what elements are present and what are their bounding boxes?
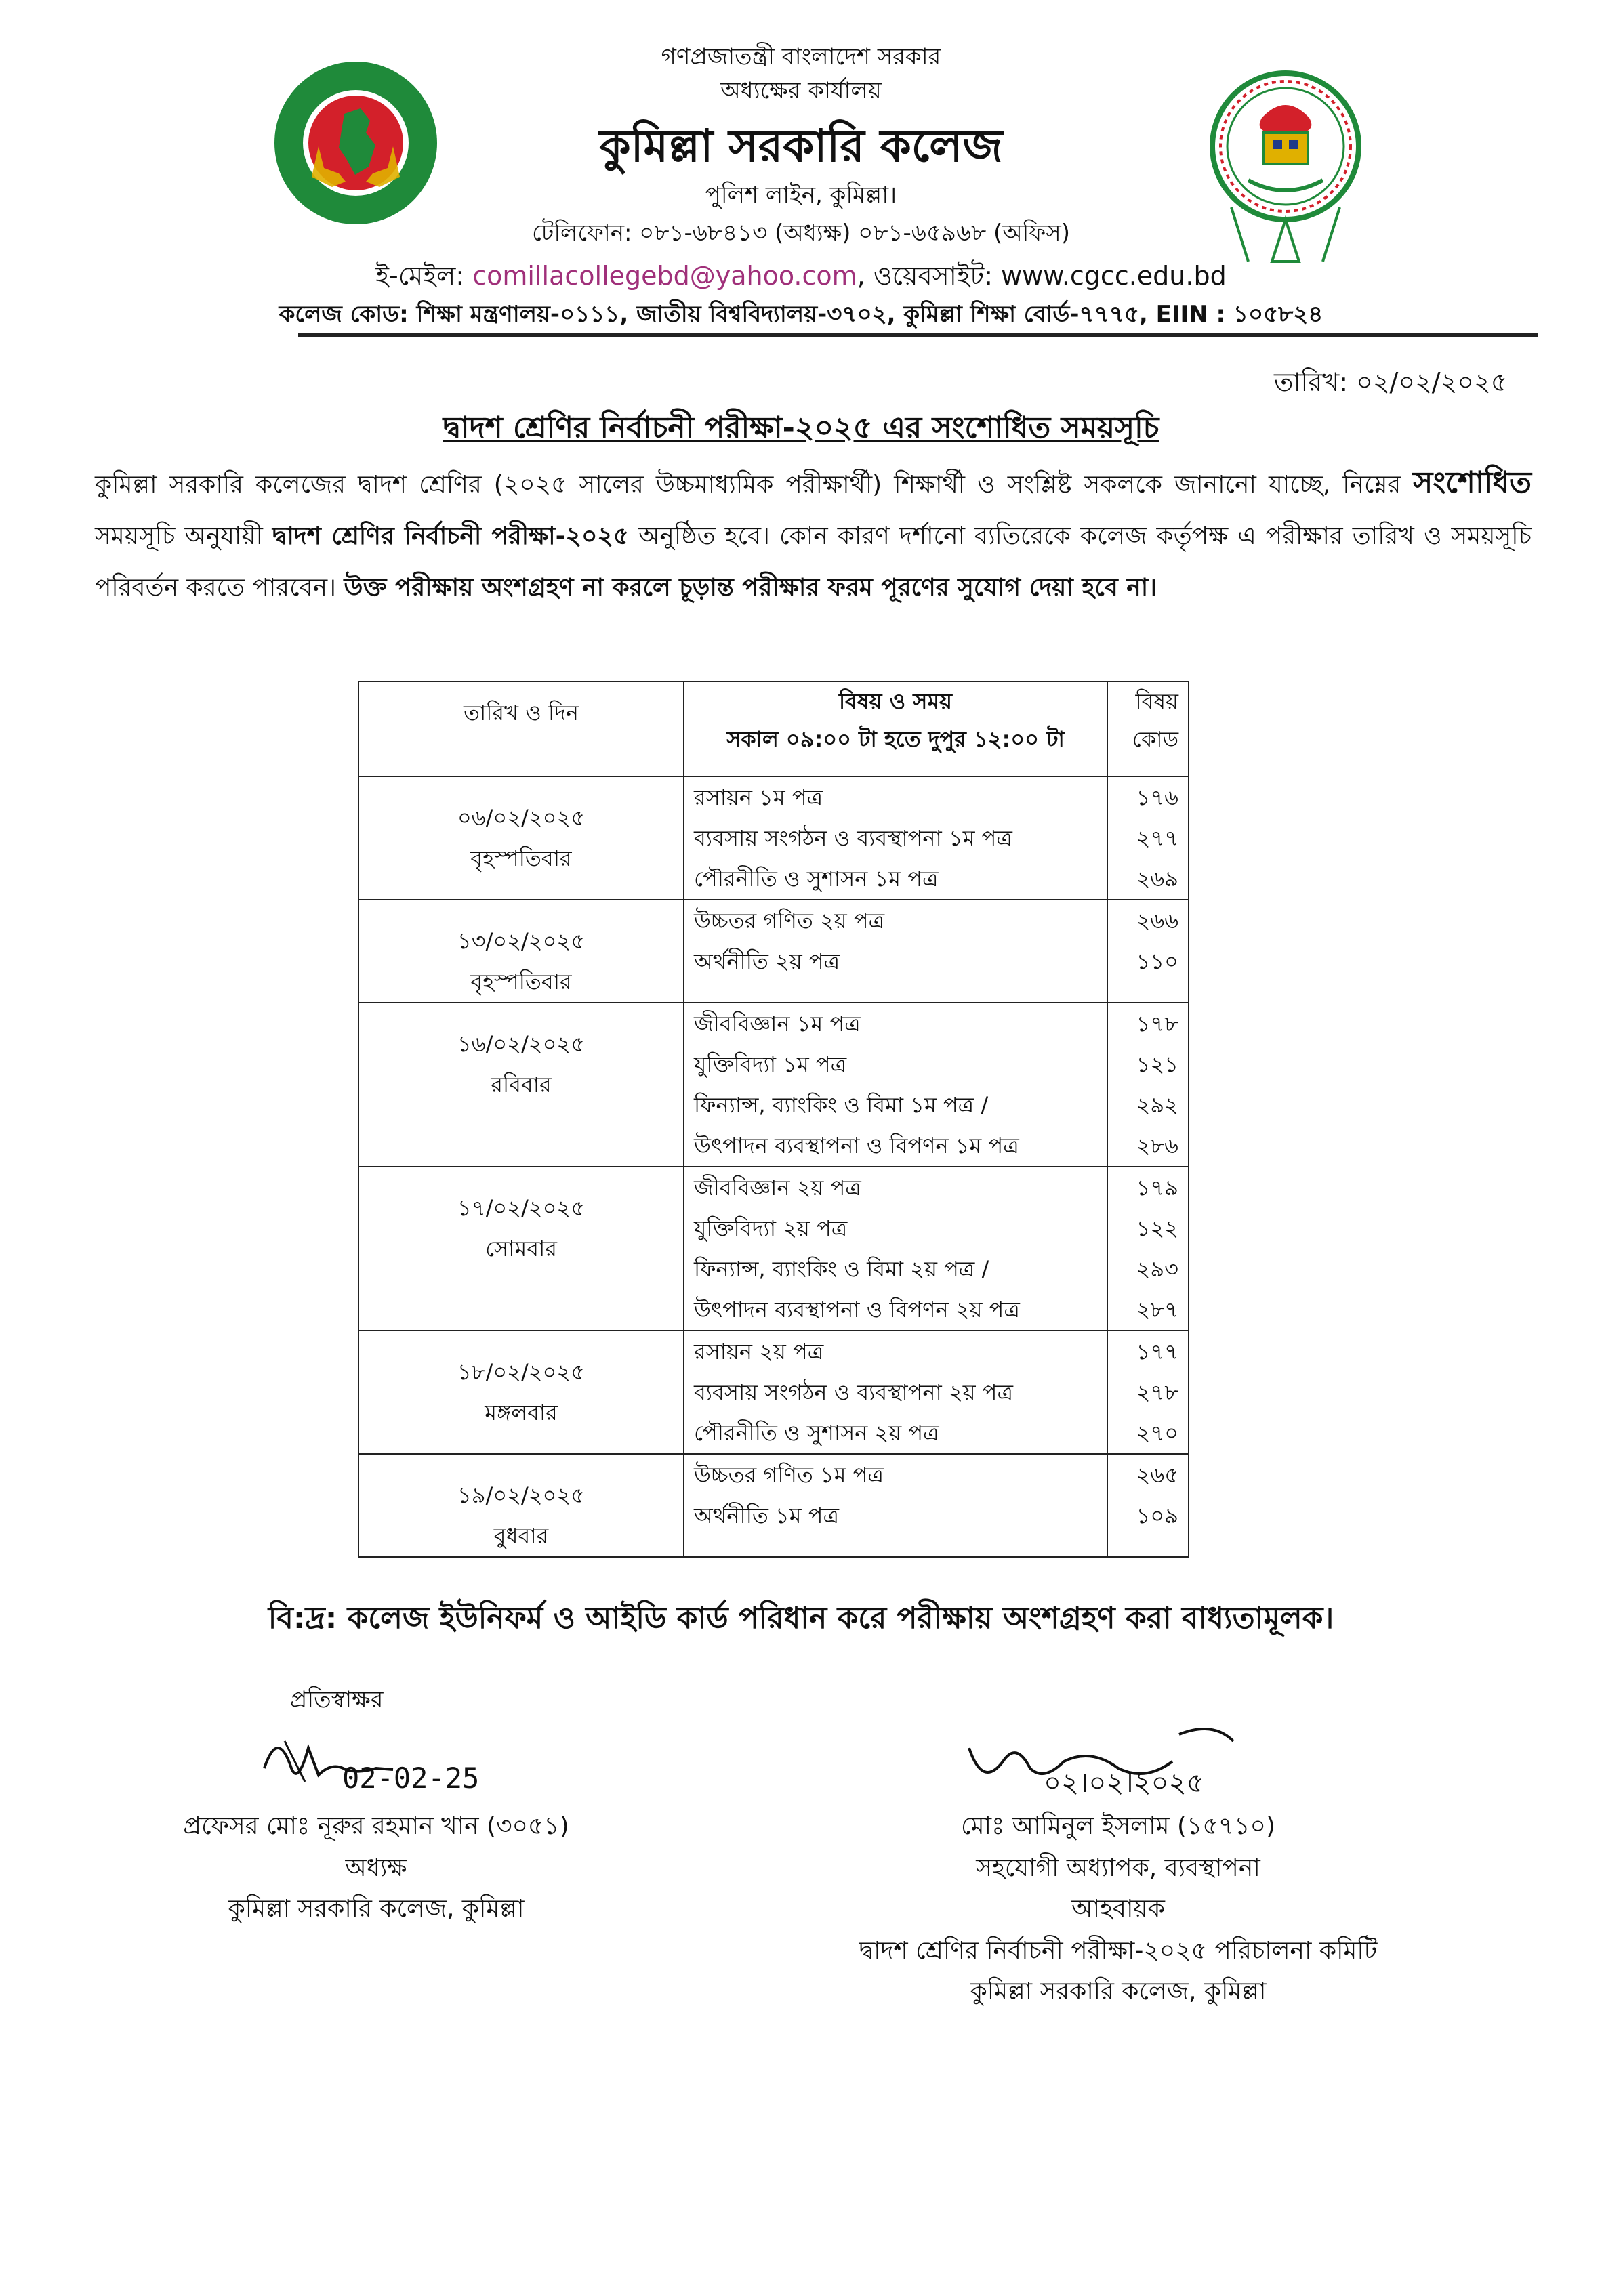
- table-row: [358, 1454, 1189, 1557]
- subject-code: ২৮৬: [1136, 1133, 1178, 1159]
- convener-sign-date: ০২।০২।২০২৫: [1044, 1768, 1204, 1799]
- subject-name: ফিন্যান্স, ব্যাংকিং ও বিমা ২য় পত্র /: [694, 1256, 989, 1282]
- subject-code: ১৭৭: [1136, 1339, 1178, 1364]
- exam-date: ১৮/০২/২০২৫: [457, 1359, 585, 1385]
- codes-cell: [1107, 1003, 1189, 1167]
- date-day-cell: [358, 1167, 684, 1331]
- exam-day: মঙ্গলবার: [485, 1400, 558, 1425]
- subject-code: ১৭৬: [1136, 785, 1178, 810]
- intro-text-1: কুমিল্লা সরকারি কলেজের দ্বাদশ শ্রেণির (২০২৫ সালের উচ্চমাধ্যমিক পরীক্ষার্থী) শিক্ষার্থী ও সংশ্লিষ্ট সকলকে জানানো যাচ্ছে, নিম্নের: [95, 471, 1414, 499]
- government-seal-logo: [271, 58, 440, 228]
- exam-day: সোমবার: [485, 1236, 557, 1261]
- notice-title: দ্বাদশ শ্রেণির নির্বাচনী পরীক্ষা-২০২৫ এর সংশোধিত সময়সূচি: [443, 411, 1159, 445]
- date-day-cell: [358, 900, 684, 1003]
- table-header-row: [358, 682, 1189, 776]
- date-day-cell: [358, 1003, 684, 1167]
- subject-name: যুক্তিবিদ্যা ১ম পত্র: [694, 1051, 847, 1077]
- subject-name: উৎপাদন ব্যবস্থাপনা ও বিপণন ১ম পত্র: [694, 1133, 1019, 1159]
- subject-code: ১৭৮: [1136, 1011, 1178, 1037]
- exam-date: ০৬/০২/২০২৫: [457, 805, 585, 831]
- exam-day: বৃহস্পতিবার: [470, 846, 572, 871]
- subjects-cell: [684, 1454, 1107, 1557]
- subject-name: ব্যবসায় সংগঠন ও ব্যবস্থাপনা ১ম পত্র: [694, 825, 1012, 851]
- exam-date: ১৩/০২/২০২৫: [457, 928, 585, 954]
- table-row: [358, 776, 1189, 900]
- subjects-cell: [684, 1003, 1107, 1167]
- intro-revised-word: সংশোধিত: [1413, 465, 1532, 500]
- table-row: [358, 1331, 1189, 1454]
- intro-warning: উক্ত পরীক্ষায় অংশগ্রহণ না করলে চূড়ান্ত পরীক্ষার ফরম পূরণের সুযোগ দেয়া হবে না।: [344, 574, 1157, 602]
- codes-cell: [1107, 1167, 1189, 1331]
- subject-name: অর্থনীতি ১ম পত্র: [694, 1503, 839, 1528]
- subject-code: ২৭০: [1136, 1420, 1178, 1446]
- intro-text-5: অনুষ্ঠিত হবে। কোন কারণ দর্শানো ব্যতিরেকে কলেজ কর্তৃপক্ষ এ পরীক্ষার তারিখ ও সময়সূচি পরিবর্তন করতে পারবেন।: [95, 522, 1532, 602]
- subject-code: ২৭৮: [1136, 1379, 1178, 1405]
- principal-name: প্রফেসর মোঃ নূরুর রহমান খান (৩০৫১): [183, 1812, 569, 1840]
- principal-institution: কুমিল্লা সরকারি কলেজ, কুমিল্লা: [228, 1895, 525, 1923]
- office-line: অধ্যক্ষের কার্যালয়: [720, 77, 882, 104]
- table-row: [358, 1167, 1189, 1331]
- footnote: বি:দ্র: কলেজ ইউনিফর্ম ও আইডি কার্ড পরিধান করে পরীক্ষায় অংশগ্রহণ করা বাধ্যতামূলক।: [268, 1601, 1334, 1635]
- government-line: গণপ্রজাতন্ত্রী বাংলাদেশ সরকার: [661, 43, 941, 70]
- subject-name: উচ্চতর গণিত ২য় পত্র: [694, 908, 885, 934]
- website-label: , ওয়েবসাইট:: [857, 261, 1002, 291]
- principal-title: অধ্যক্ষ: [345, 1854, 407, 1882]
- email-link[interactable]: comillacollegebd@yahoo.com: [472, 261, 857, 291]
- subject-name: উচ্চতর গণিত ১ম পত্র: [694, 1462, 884, 1488]
- subject-code: ২৬৬: [1136, 908, 1178, 934]
- address-line: পুলিশ লাইন, কুমিল্লা।: [705, 182, 897, 209]
- college-logo: [1208, 65, 1363, 268]
- subjects-cell: [684, 1331, 1107, 1454]
- codes-cell: [1107, 776, 1189, 900]
- subject-name: জীববিজ্ঞান ২য় পত্র: [694, 1175, 861, 1201]
- header-date-day: তারিখ ও দিন: [358, 682, 684, 776]
- subjects-cell: [684, 776, 1107, 900]
- subject-code: ২৮৭: [1136, 1297, 1178, 1322]
- exam-day: বুধবার: [493, 1523, 549, 1549]
- subject-code: ১০৯: [1136, 1503, 1178, 1528]
- principal-sign-date: 02-02-25: [342, 1761, 480, 1795]
- intro-exam-name: দ্বাদশ শ্রেণির নির্বাচনী পরীক্ষা-২০২৫: [272, 522, 630, 550]
- website-link[interactable]: www.cgcc.edu.bd: [1001, 261, 1227, 291]
- subject-code: ১২১: [1136, 1051, 1178, 1077]
- subject-code: ১২২: [1136, 1215, 1178, 1241]
- subject-name: জীববিজ্ঞান ১ম পত্র: [694, 1011, 861, 1037]
- email-label: ই-মেইল:: [375, 261, 473, 291]
- convener-name: মোঃ আমিনুল ইসলাম (১৫৭১০): [961, 1812, 1275, 1840]
- intro-text-3: সময়সূচি অনুযায়ী: [95, 522, 272, 550]
- subject-name: ব্যবসায় সংগঠন ও ব্যবস্থাপনা ২য় পত্র: [694, 1379, 1014, 1405]
- exam-date: ১৭/০২/২০২৫: [457, 1195, 585, 1221]
- committee-name: দ্বাদশ শ্রেণির নির্বাচনী পরীক্ষা-২০২৫ পরিচালনা কমিটি: [859, 1937, 1378, 1965]
- table-row: [358, 900, 1189, 1003]
- subjects-cell: [684, 900, 1107, 1003]
- subject-name: পৌরনীতি ও সুশাসন ২য় পত্র: [694, 1420, 939, 1446]
- date-day-cell: [358, 1454, 684, 1557]
- subject-name: যুক্তিবিদ্যা ২য় পত্র: [694, 1215, 848, 1241]
- subject-name: পৌরনীতি ও সুশাসন ১ম পত্র: [694, 866, 939, 892]
- subject-code: ২৯২: [1136, 1092, 1178, 1118]
- codes-cell: [1107, 1331, 1189, 1454]
- subject-code: ১১০: [1136, 948, 1178, 974]
- subject-name: রসায়ন ২য় পত্র: [694, 1339, 824, 1364]
- subject-name: উৎপাদন ব্যবস্থাপনা ও বিপণন ২য় পত্র: [694, 1297, 1020, 1322]
- subject-name: ফিন্যান্স, ব্যাংকিং ও বিমা ১ম পত্র /: [694, 1092, 989, 1118]
- table-row: [358, 1003, 1189, 1167]
- subjects-cell: [684, 1167, 1107, 1331]
- subject-code: ২৯৩: [1136, 1256, 1178, 1282]
- subject-code: ১৭৯: [1136, 1175, 1178, 1201]
- convener-role: আহবায়ক: [1071, 1895, 1165, 1923]
- exam-date: ১৬/০২/২০২৫: [457, 1031, 585, 1057]
- codes-cell: [1107, 1454, 1189, 1557]
- header-subject-time: বিষয় ও সময় সকাল ০৯:০০ টা হতে দুপুর ১২:০০ টা: [684, 682, 1107, 776]
- college-name: কুমিল্লা সরকারি কলেজ: [599, 120, 1003, 172]
- exam-schedule-table: [358, 681, 1189, 1558]
- convener-title: সহযোগী অধ্যাপক, ব্যবস্থাপনা: [976, 1854, 1260, 1882]
- date-day-cell: [358, 1331, 684, 1454]
- notice-body: [95, 457, 1532, 614]
- exam-day: বৃহস্পতিবার: [470, 969, 572, 995]
- countersign-label: প্রতিস্বাক্ষর: [290, 1686, 384, 1713]
- header-subject-code: বিষয় কোড: [1107, 682, 1189, 776]
- subject-code: ২৬৯: [1136, 866, 1178, 892]
- subject-code: ২৭৭: [1136, 825, 1178, 851]
- notice-date: তারিখ: ০২/০২/২০২৫: [1274, 367, 1508, 397]
- convener-institution: কুমিল্লা সরকারি কলেজ, কুমিল্লা: [970, 1978, 1267, 2005]
- header-divider: [298, 333, 1538, 337]
- subject-code: ২৬৫: [1136, 1462, 1178, 1488]
- exam-day: রবিবার: [491, 1072, 552, 1098]
- subject-name: অর্থনীতি ২য় পত্র: [694, 948, 840, 974]
- phone-line: টেলিফোন: ০৮১-৬৮৪১৩ (অধ্যক্ষ) ০৮১-৬৫৯৬৮ (অফিস): [532, 220, 1070, 247]
- exam-date: ১৯/০২/২০২৫: [457, 1482, 585, 1508]
- schedule-body: [358, 776, 1189, 1557]
- date-day-cell: [358, 776, 684, 900]
- subject-name: রসায়ন ১ম পত্র: [694, 785, 823, 810]
- college-codes-line: কলেজ কোড: শিক্ষা মন্ত্রণালয়-০১১১, জাতীয় বিশ্ববিদ্যালয়-৩৭০২, কুমিল্লা শিক্ষা বোর্ড-৭৭৭৫, EIIN : ১০৫৮২৪: [279, 301, 1323, 328]
- codes-cell: [1107, 900, 1189, 1003]
